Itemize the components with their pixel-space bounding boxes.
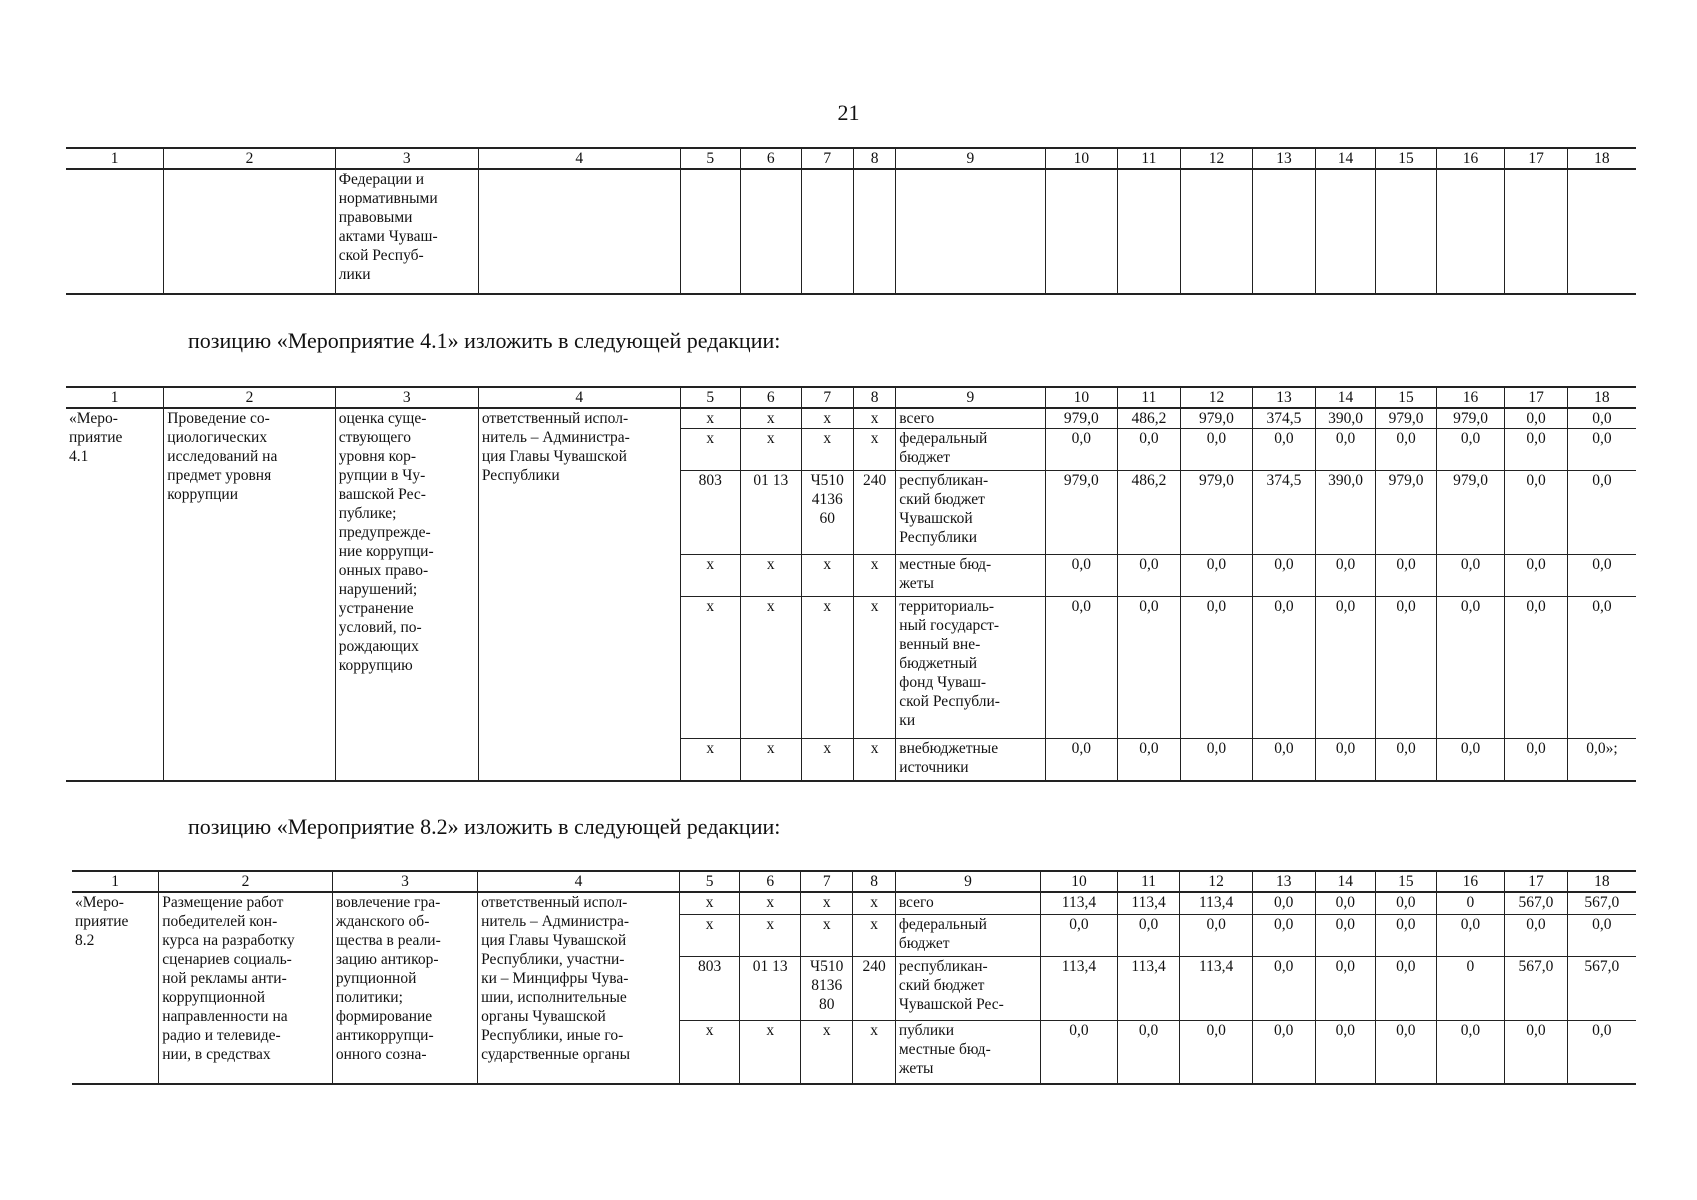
amount-cell: 979,0 [1436,408,1505,429]
amount-cell: 979,0 [1180,408,1253,429]
column-number-4: 4 [478,871,680,892]
amount-cell: 0,0 [1436,739,1505,781]
funding-source-cell: территориаль- ный государст- венный вне- бюджетный фонд Чуваш- ской Республи- ки [896,597,1045,739]
amount-cell: 979,0 [1376,408,1437,429]
amount-cell: 979,0 [1045,471,1118,555]
amount-cell: 113,4 [1117,892,1180,914]
amount-cell: 0,0 [1045,429,1118,471]
column-number-16: 16 [1436,871,1505,892]
table-cell [478,169,680,294]
expense-type-cell: х [853,597,895,739]
column-number-10: 10 [1041,871,1118,892]
target-article-cell: Ч510 4136 60 [801,471,853,555]
funding-source-cell: местные бюд- жеты [896,555,1045,597]
amount-cell: 979,0 [1180,471,1253,555]
grbs-code-cell: х [680,597,741,739]
grbs-code-cell: х [679,1020,740,1084]
column-number-17: 17 [1505,871,1568,892]
heading-measure-8-2: позицию «Мероприятие 8.2» изложить в следующей редакции: [188,814,781,839]
grbs-code-cell: 803 [680,471,741,555]
measure-name-cell: Проведение со- циологических исследований на предмет уровня коррупции [164,408,335,781]
column-number-5: 5 [680,387,741,408]
table-cell [1315,169,1376,294]
funding-source-cell: федеральный бюджет [896,429,1045,471]
column-number-12: 12 [1180,148,1253,169]
column-number-10: 10 [1045,148,1118,169]
column-number-3: 3 [335,148,478,169]
executor-cell: ответственный испол- нитель – Администра- ция Главы Чувашской Республики [478,408,680,781]
table-cell [1253,169,1316,294]
expense-type-cell: х [853,892,895,914]
amount-cell: 0,0 [1180,739,1253,781]
measure-number-cell: «Меро- приятие 8.2 [72,892,159,1084]
amount-cell: 0,0 [1376,739,1437,781]
amount-cell: 0,0 [1041,1020,1118,1084]
amount-cell: 0,0 [1180,555,1253,597]
amount-cell: 113,4 [1180,956,1253,1020]
amount-cell: 0,0 [1315,429,1376,471]
measure-description-cell: Федерации и нормативными правовыми актами Чуваш- ской Респуб- лики [335,169,478,294]
grbs-code-cell: х [680,408,741,429]
column-number-9: 9 [895,871,1040,892]
amount-cell: 0,0 [1315,892,1376,914]
amount-cell: 567,0 [1567,956,1636,1020]
amount-cell: 979,0 [1376,471,1437,555]
column-number-2: 2 [164,387,335,408]
column-number-6: 6 [741,387,802,408]
target-article-cell: х [801,739,853,781]
target-article-cell: х [800,1020,852,1084]
amount-cell: 0,0»; [1567,739,1636,781]
amount-cell: 486,2 [1118,408,1181,429]
column-number-15: 15 [1376,871,1437,892]
executor-cell: ответственный испол- нитель – Администра- ция Главы Чувашской Республики, участни- ки – Минцифры Чува- шии, исполнительные органы Чувашской Республики, иные го- сударственные органы [478,892,680,1084]
amount-cell: 0,0 [1253,739,1316,781]
section-code-cell: х [740,914,801,956]
amount-cell: 0,0 [1315,597,1376,739]
amount-cell: 0,0 [1118,555,1181,597]
funding-source-cell: публики местные бюд- жеты [895,1020,1040,1084]
amount-cell: 0,0 [1505,429,1568,471]
amount-cell: 0,0 [1118,597,1181,739]
grbs-code-cell: х [680,739,741,781]
amount-cell: 0,0 [1180,597,1253,739]
target-article-cell: х [801,429,853,471]
column-number-8: 8 [853,387,895,408]
amount-cell: 390,0 [1315,408,1376,429]
amount-cell: 0,0 [1436,555,1505,597]
page-number: 21 [837,100,860,125]
amount-cell: 0,0 [1252,1020,1315,1084]
table-cell [801,169,853,294]
amount-cell: 567,0 [1505,956,1568,1020]
amount-cell: 0,0 [1505,739,1568,781]
measure-goal-cell: оценка суще- ствующего уровня кор- рупции в Чу- вашской Рес- публике; предупрежде- ние коррупци- онных право- нарушений; устранение условий, по- рождающих коррупцию [335,408,478,781]
amount-cell: 0,0 [1376,892,1437,914]
table-cell [680,169,741,294]
expense-type-cell: х [853,739,895,781]
table-cell [1376,169,1437,294]
table-header-row [66,148,1636,169]
column-number-18: 18 [1567,871,1636,892]
table-measure-8-2 [72,870,1636,1085]
expense-type-cell: 240 [853,471,895,555]
grbs-code-cell: 803 [679,956,740,1020]
target-article-cell: х [801,555,853,597]
column-number-7: 7 [801,148,853,169]
amount-cell: 0,0 [1436,914,1505,956]
column-number-12: 12 [1180,387,1253,408]
measure-goal-cell: вовлечение гра- жданского об- щества в реали- зацию антикор- рупционной политики; формирование антикоррупци- онного созна- [332,892,477,1084]
section-code-cell: х [741,739,802,781]
amount-cell: 0,0 [1436,1020,1505,1084]
amount-cell: 0,0 [1567,555,1636,597]
amount-cell: 0,0 [1436,597,1505,739]
amount-cell: 0,0 [1376,956,1437,1020]
amount-cell: 0,0 [1567,914,1636,956]
column-number-11: 11 [1117,871,1180,892]
target-article-cell: Ч510 8136 80 [800,956,852,1020]
table-header-row [72,871,1636,892]
amount-cell: 0,0 [1505,471,1568,555]
column-number-8: 8 [853,148,895,169]
expense-type-cell: х [853,1020,895,1084]
table-cell [1567,169,1636,294]
amount-cell: 979,0 [1045,408,1118,429]
column-number-16: 16 [1436,148,1505,169]
amount-cell: 0,0 [1045,597,1118,739]
amount-cell: 486,2 [1118,471,1181,555]
column-number-15: 15 [1376,387,1437,408]
column-number-12: 12 [1180,871,1253,892]
funding-source-cell: республикан- ский бюджет Чувашской Рес- [895,956,1040,1020]
column-number-7: 7 [801,387,853,408]
column-number-13: 13 [1253,387,1316,408]
table-cell [853,169,895,294]
column-number-14: 14 [1315,387,1376,408]
column-number-16: 16 [1436,387,1505,408]
column-number-5: 5 [679,871,740,892]
expense-type-cell: х [853,408,895,429]
column-number-11: 11 [1118,387,1181,408]
column-number-15: 15 [1376,148,1437,169]
column-number-5: 5 [680,148,741,169]
amount-cell: 0,0 [1315,956,1376,1020]
measure-number-cell: «Меро- приятие 4.1 [66,408,164,781]
section-code-cell: х [741,408,802,429]
amount-cell: 113,4 [1117,956,1180,1020]
amount-cell: 113,4 [1041,892,1118,914]
amount-cell: 0,0 [1315,555,1376,597]
amount-cell: 0,0 [1180,429,1253,471]
column-number-2: 2 [164,148,335,169]
amount-cell: 0,0 [1118,429,1181,471]
column-number-14: 14 [1315,148,1376,169]
grbs-code-cell: х [680,429,741,471]
column-number-18: 18 [1567,148,1636,169]
amount-cell: 374,5 [1253,408,1316,429]
amount-cell: 0,0 [1252,956,1315,1020]
column-number-7: 7 [800,871,852,892]
amount-cell: 979,0 [1436,471,1505,555]
column-number-17: 17 [1505,387,1568,408]
amount-cell: 0,0 [1567,471,1636,555]
section-code-cell: 01 13 [740,956,801,1020]
amount-cell: 0,0 [1315,1020,1376,1084]
column-number-18: 18 [1567,387,1636,408]
table-cell [1045,169,1118,294]
column-number-13: 13 [1253,148,1316,169]
amount-cell: 0,0 [1505,1020,1568,1084]
table-measure-4-1 [66,386,1636,782]
column-number-1: 1 [66,148,164,169]
column-number-1: 1 [66,387,164,408]
amount-cell: 0,0 [1505,408,1568,429]
section-code-cell: 01 13 [741,471,802,555]
funding-source-cell: республикан- ский бюджет Чувашской Республики [896,471,1045,555]
amount-cell: 113,4 [1041,956,1118,1020]
target-article-cell: х [800,892,852,914]
section-code-cell: х [741,597,802,739]
amount-cell: 0,0 [1315,739,1376,781]
amount-cell: 0,0 [1376,555,1437,597]
amount-cell: 567,0 [1505,892,1568,914]
heading-measure-4-1: позицию «Мероприятие 4.1» изложить в следующей редакции: [188,328,781,353]
expense-type-cell: х [853,429,895,471]
section-code-cell: х [740,892,801,914]
amount-cell: 0,0 [1376,914,1437,956]
column-number-6: 6 [741,148,802,169]
amount-cell: 0,0 [1567,429,1636,471]
funding-source-cell: всего [895,892,1040,914]
amount-cell: 0 [1436,892,1505,914]
section-code-cell: х [741,555,802,597]
table-row [72,892,1636,914]
amount-cell: 0,0 [1180,914,1253,956]
amount-cell: 0,0 [1041,914,1118,956]
table-cell [741,169,802,294]
amount-cell: 0 [1436,956,1505,1020]
column-number-9: 9 [896,387,1045,408]
amount-cell: 0,0 [1117,1020,1180,1084]
grbs-code-cell: х [679,892,740,914]
column-number-2: 2 [159,871,333,892]
expense-type-cell: х [853,555,895,597]
table-row [66,408,1636,429]
column-number-13: 13 [1252,871,1315,892]
amount-cell: 0,0 [1253,429,1316,471]
table-cell [164,169,335,294]
column-number-11: 11 [1118,148,1181,169]
column-number-8: 8 [853,871,895,892]
column-number-4: 4 [478,387,680,408]
amount-cell: 0,0 [1376,597,1437,739]
target-article-cell: х [801,408,853,429]
amount-cell: 0,0 [1315,914,1376,956]
amount-cell: 0,0 [1376,1020,1437,1084]
amount-cell: 390,0 [1315,471,1376,555]
amount-cell: 0,0 [1253,555,1316,597]
table-cell [1505,169,1568,294]
amount-cell: 567,0 [1567,892,1636,914]
amount-cell: 0,0 [1117,914,1180,956]
column-number-9: 9 [896,148,1045,169]
column-number-3: 3 [332,871,477,892]
amount-cell: 0,0 [1045,739,1118,781]
grbs-code-cell: х [680,555,741,597]
amount-cell: 0,0 [1567,408,1636,429]
table-header-row [66,387,1636,408]
amount-cell: 113,4 [1180,892,1253,914]
column-number-10: 10 [1045,387,1118,408]
section-code-cell: х [740,1020,801,1084]
amount-cell: 0,0 [1252,914,1315,956]
amount-cell: 0,0 [1505,555,1568,597]
column-number-1: 1 [72,871,159,892]
column-number-14: 14 [1315,871,1376,892]
amount-cell: 0,0 [1567,597,1636,739]
section-code-cell: х [741,429,802,471]
table-row [66,169,1636,294]
amount-cell: 0,0 [1505,597,1568,739]
column-number-4: 4 [478,148,680,169]
amount-cell: 0,0 [1505,914,1568,956]
target-article-cell: х [801,597,853,739]
table-cell [896,169,1045,294]
funding-source-cell: федеральный бюджет [895,914,1040,956]
funding-source-cell: внебюджетные источники [896,739,1045,781]
amount-cell: 0,0 [1118,739,1181,781]
column-number-6: 6 [740,871,801,892]
table-cell [66,169,164,294]
table-cell [1436,169,1505,294]
expense-type-cell: х [853,914,895,956]
measure-name-cell: Размещение работ победителей кон- курса на разработку сценариев социаль- ной рекламы анти- коррупционной направленности на радио и телевиде- нии, в средствах [159,892,333,1084]
amount-cell: 0,0 [1253,597,1316,739]
column-number-17: 17 [1505,148,1568,169]
column-number-3: 3 [335,387,478,408]
amount-cell: 0,0 [1436,429,1505,471]
table-cell [1118,169,1181,294]
funding-source-cell: всего [896,408,1045,429]
target-article-cell: х [800,914,852,956]
amount-cell: 0,0 [1252,892,1315,914]
table-cell [1180,169,1253,294]
amount-cell: 0,0 [1567,1020,1636,1084]
table-continuation [66,147,1636,295]
amount-cell: 0,0 [1376,429,1437,471]
amount-cell: 374,5 [1253,471,1316,555]
grbs-code-cell: х [679,914,740,956]
amount-cell: 0,0 [1045,555,1118,597]
expense-type-cell: 240 [853,956,895,1020]
amount-cell: 0,0 [1180,1020,1253,1084]
